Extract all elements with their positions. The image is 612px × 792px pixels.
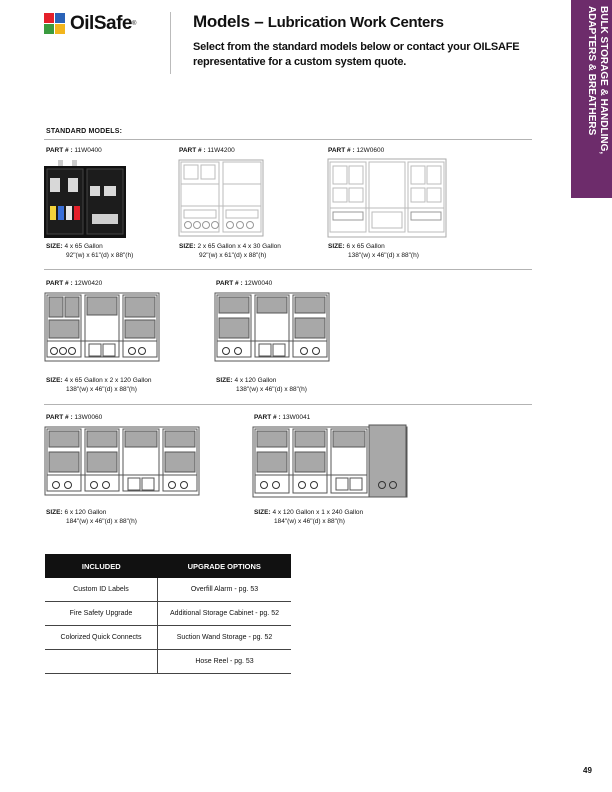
size-dimensions: 184"(w) x 46"(d) x 88"(h) — [274, 518, 345, 525]
oilsafe-logo — [44, 12, 156, 36]
model-size — [46, 376, 152, 394]
options-table — [45, 554, 291, 674]
part-value: 12W0600 — [356, 147, 385, 154]
part-prefix: PART # : — [46, 147, 73, 154]
model-part-number — [254, 414, 310, 421]
model-size — [179, 242, 281, 260]
upgrade-cell: Suction Wand Storage - pg. 52 — [158, 626, 292, 650]
part-prefix: PART # : — [179, 147, 206, 154]
table-row — [45, 578, 291, 602]
included-cell: Fire Safety Upgrade — [45, 602, 158, 626]
title-subtitle: Lubrication Work Centers — [267, 14, 444, 31]
model-part-number — [216, 280, 272, 287]
page-number: 49 — [583, 766, 592, 775]
part-value: 12W0420 — [74, 280, 103, 287]
part-value: 12W0040 — [244, 280, 273, 287]
logo-mark-icon — [44, 13, 66, 35]
table-header-row — [45, 554, 291, 578]
model-size — [46, 508, 137, 526]
table-row — [45, 650, 291, 674]
size-prefix: SIZE: — [254, 509, 271, 516]
standard-models-heading: STANDARD MODELS: — [46, 128, 123, 135]
upgrade-cell: Overfill Alarm - pg. 53 — [158, 578, 292, 602]
size-dimensions: 92"(w) x 61"(d) x 88"(h) — [66, 252, 134, 259]
header-included: INCLUDED — [45, 554, 158, 578]
size-dimensions: 184"(w) x 46"(d) x 88"(h) — [66, 518, 137, 525]
model-13w0041-image[interactable] — [252, 424, 408, 500]
part-prefix: PART # : — [46, 280, 73, 287]
part-value: 11W0400 — [74, 147, 102, 154]
model-12w0600-image[interactable] — [327, 158, 447, 238]
size-value: 4 x 120 Gallon x 1 x 240 Gallon — [272, 509, 364, 516]
logo-registered-mark: ® — [131, 21, 137, 27]
model-part-number — [46, 147, 102, 154]
size-value: 2 x 65 Gallon x 4 x 30 Gallon — [197, 243, 281, 250]
model-11w4200-image[interactable] — [178, 158, 264, 238]
size-value: 6 x 120 Gallon — [64, 509, 107, 516]
logo-text: OilSafe — [70, 13, 132, 34]
size-value: 6 x 65 Gallon — [346, 243, 385, 250]
size-prefix: SIZE: — [328, 243, 345, 250]
row-rule — [44, 404, 532, 405]
part-value: 11W4200 — [207, 147, 235, 154]
model-part-number — [46, 280, 102, 287]
part-value: 13W0041 — [282, 414, 311, 421]
table-row — [45, 602, 291, 626]
row-rule — [44, 269, 532, 270]
part-prefix: PART # : — [46, 414, 73, 421]
model-size — [328, 242, 419, 260]
model-size — [216, 376, 307, 394]
model-part-number — [46, 414, 102, 421]
model-part-number — [179, 147, 235, 154]
title-main: Models — [193, 12, 250, 31]
size-value: 4 x 65 Gallon x 2 x 120 Gallon — [64, 377, 152, 384]
section-rule — [44, 139, 532, 140]
model-size — [46, 242, 133, 260]
title-separator: – — [249, 12, 268, 31]
included-cell: Custom ID Labels — [45, 578, 158, 602]
section-side-tab[interactable] — [571, 0, 612, 198]
upgrade-cell: Hose Reel - pg. 53 — [158, 650, 292, 674]
part-prefix: PART # : — [216, 280, 243, 287]
upgrade-cell: Additional Storage Cabinet - pg. 52 — [158, 602, 292, 626]
size-prefix: SIZE: — [46, 377, 63, 384]
size-prefix: SIZE: — [46, 243, 63, 250]
header-upgrade-options: UPGRADE OPTIONS — [158, 554, 292, 578]
side-tab-label: BULK STORAGE & HANDLING, ADAPTERS & BREATHERS — [586, 6, 609, 155]
size-value: 4 x 65 Gallon — [64, 243, 103, 250]
part-value: 13W0060 — [74, 414, 103, 421]
size-dimensions: 92"(w) x 61"(d) x 88"(h) — [199, 252, 267, 259]
size-dimensions: 138"(w) x 46"(d) x 88"(h) — [236, 386, 307, 393]
model-12w0420-image[interactable] — [44, 292, 160, 364]
size-prefix: SIZE: — [46, 509, 63, 516]
size-dimensions: 138"(w) x 46"(d) x 88"(h) — [66, 386, 137, 393]
size-dimensions: 138"(w) x 46"(d) x 88"(h) — [348, 252, 419, 259]
size-prefix: SIZE: — [216, 377, 233, 384]
part-prefix: PART # : — [254, 414, 281, 421]
model-12w0040-image[interactable] — [214, 292, 330, 364]
size-value: 4 x 120 Gallon — [234, 377, 277, 384]
model-size — [254, 508, 363, 526]
model-13w0060-image[interactable] — [44, 426, 200, 498]
model-part-number — [328, 147, 384, 154]
model-11w0400-image[interactable] — [44, 158, 126, 238]
page-title — [193, 12, 444, 32]
size-prefix: SIZE: — [179, 243, 196, 250]
included-cell: Colorized Quick Connects — [45, 626, 158, 650]
header-divider — [170, 12, 171, 74]
table-row — [45, 626, 291, 650]
part-prefix: PART # : — [328, 147, 355, 154]
included-cell — [45, 650, 158, 674]
intro-text: Select from the standard models below or contact your OILSAFE representative for a custom system quote. — [193, 41, 520, 68]
